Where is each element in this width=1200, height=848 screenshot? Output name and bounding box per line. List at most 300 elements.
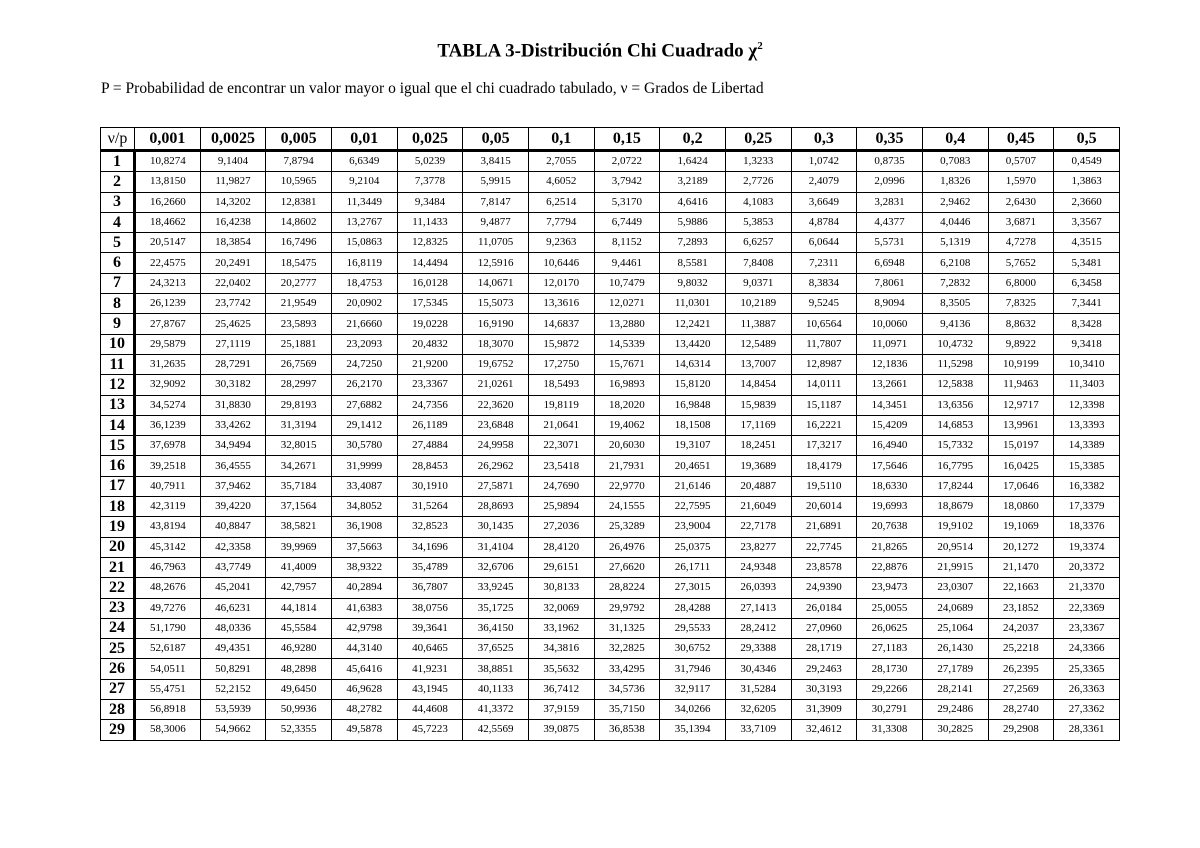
table-cell: 29,2266 (857, 679, 923, 699)
row-header-v: 29 (101, 720, 135, 740)
table-cell: 27,4884 (397, 436, 463, 456)
table-cell: 35,4789 (397, 557, 463, 577)
table-cell: 28,2740 (988, 700, 1054, 720)
table-cell: 21,9915 (922, 557, 988, 577)
table-cell: 44,4608 (397, 700, 463, 720)
table-cell: 16,2660 (135, 192, 201, 212)
table-cell: 11,1433 (397, 212, 463, 232)
table-cell: 31,7946 (660, 659, 726, 679)
table-cell: 0,5707 (988, 151, 1054, 172)
table-cell: 55,4751 (135, 679, 201, 699)
table-cell: 4,6416 (660, 192, 726, 212)
table-cell: 18,6330 (857, 476, 923, 496)
table-cell: 5,0239 (397, 151, 463, 172)
table-cell: 22,1663 (988, 578, 1054, 598)
table-cell: 48,2676 (135, 578, 201, 598)
table-cell: 14,8454 (725, 375, 791, 395)
table-cell: 34,5274 (135, 395, 201, 415)
table-cell: 36,4555 (200, 456, 266, 476)
row-header-v: 8 (101, 294, 135, 314)
table-cell: 28,3361 (1054, 720, 1120, 740)
table-cell: 37,1564 (266, 497, 332, 517)
table-cell: 36,4150 (463, 618, 529, 638)
table-cell: 19,3374 (1054, 537, 1120, 557)
table-cell: 36,1908 (331, 517, 397, 537)
column-header-p: 0,45 (988, 128, 1054, 151)
table-cell: 23,2093 (331, 334, 397, 354)
table-cell: 26,0184 (791, 598, 857, 618)
table-cell: 18,5475 (266, 253, 332, 273)
row-header-v: 10 (101, 334, 135, 354)
table-cell: 24,3213 (135, 273, 201, 293)
table-cell: 10,3410 (1054, 354, 1120, 374)
table-cell: 21,3370 (1054, 578, 1120, 598)
table-cell: 58,3006 (135, 720, 201, 740)
table-cell: 8,9094 (857, 294, 923, 314)
table-cell: 5,9886 (660, 212, 726, 232)
table-row (101, 253, 1120, 273)
table-cell: 23,3367 (397, 375, 463, 395)
table-cell: 15,1187 (791, 395, 857, 415)
table-cell: 19,6752 (463, 354, 529, 374)
table-cell: 26,1711 (660, 557, 726, 577)
table-cell: 32,4612 (791, 720, 857, 740)
table-cell: 8,8632 (988, 314, 1054, 334)
table-cell: 12,0271 (594, 294, 660, 314)
table-cell: 32,9117 (660, 679, 726, 699)
table-cell: 5,9915 (463, 172, 529, 192)
table-cell: 40,1133 (463, 679, 529, 699)
table-cell: 10,6446 (528, 253, 594, 273)
table-cell: 20,0902 (331, 294, 397, 314)
table-cell: 26,4976 (594, 537, 660, 557)
row-header-v: 11 (101, 354, 135, 374)
table-row (101, 172, 1120, 192)
table-cell: 41,9231 (397, 659, 463, 679)
table-cell: 49,6450 (266, 679, 332, 699)
table-cell: 18,3854 (200, 233, 266, 253)
column-header-p: 0,25 (725, 128, 791, 151)
table-cell: 12,1836 (857, 354, 923, 374)
table-cell: 18,3070 (463, 334, 529, 354)
table-cell: 29,5879 (135, 334, 201, 354)
table-cell: 26,2962 (463, 456, 529, 476)
table-row (101, 314, 1120, 334)
table-cell: 4,0446 (922, 212, 988, 232)
table-cell: 34,8052 (331, 497, 397, 517)
table-cell: 18,3376 (1054, 517, 1120, 537)
table-cell: 34,5736 (594, 679, 660, 699)
table-cell: 17,3217 (791, 436, 857, 456)
table-cell: 28,1719 (791, 639, 857, 659)
table-cell: 29,6151 (528, 557, 594, 577)
table-header (101, 128, 1120, 151)
table-cell: 9,2363 (528, 233, 594, 253)
table-cell: 6,2514 (528, 192, 594, 212)
table-cell: 9,4877 (463, 212, 529, 232)
table-cell: 11,0705 (463, 233, 529, 253)
table-cell: 29,8193 (266, 395, 332, 415)
table-cell: 25,0055 (857, 598, 923, 618)
table-cell: 7,7794 (528, 212, 594, 232)
table-cell: 31,3909 (791, 700, 857, 720)
table-cell: 21,6146 (660, 476, 726, 496)
table-cell: 22,3071 (528, 436, 594, 456)
table-cell: 20,4832 (397, 334, 463, 354)
table-cell: 52,2152 (200, 679, 266, 699)
table-cell: 30,8133 (528, 578, 594, 598)
table-cell: 31,5264 (397, 497, 463, 517)
table-cell: 50,9936 (266, 700, 332, 720)
table-cell: 23,9473 (857, 578, 923, 598)
table-cell: 36,7807 (397, 578, 463, 598)
table-row (101, 415, 1120, 435)
table-cell: 30,2825 (922, 720, 988, 740)
table-cell: 22,7595 (660, 497, 726, 517)
table-cell: 31,3308 (857, 720, 923, 740)
table-cell: 7,3441 (1054, 294, 1120, 314)
table-cell: 7,8147 (463, 192, 529, 212)
table-cell: 21,0641 (528, 415, 594, 435)
row-header-v: 5 (101, 233, 135, 253)
table-cell: 4,3515 (1054, 233, 1120, 253)
table-cell: 13,3616 (528, 294, 594, 314)
table-cell: 18,4179 (791, 456, 857, 476)
table-cell: 13,6356 (922, 395, 988, 415)
table-cell: 4,4377 (857, 212, 923, 232)
table-cell: 9,0371 (725, 273, 791, 293)
table-row (101, 375, 1120, 395)
table-cell: 4,7278 (988, 233, 1054, 253)
column-header-p: 0,2 (660, 128, 726, 151)
table-cell: 24,1555 (594, 497, 660, 517)
table-cell: 13,7007 (725, 354, 791, 374)
table-cell: 32,9092 (135, 375, 201, 395)
table-cell: 0,8735 (857, 151, 923, 172)
table-cell: 25,9894 (528, 497, 594, 517)
table-cell: 16,4940 (857, 436, 923, 456)
table-cell: 12,0170 (528, 273, 594, 293)
table-cell: 49,5878 (331, 720, 397, 740)
table-cell: 27,0960 (791, 618, 857, 638)
table-cell: 21,9200 (397, 354, 463, 374)
table-cell: 32,6205 (725, 700, 791, 720)
table-cell: 41,3372 (463, 700, 529, 720)
table-cell: 9,2104 (331, 172, 397, 192)
row-header-v: 15 (101, 436, 135, 456)
table-cell: 26,3363 (1054, 679, 1120, 699)
table-cell: 5,3481 (1054, 253, 1120, 273)
table-cell: 25,3289 (594, 517, 660, 537)
table-cell: 28,2141 (922, 679, 988, 699)
table-cell: 24,9958 (463, 436, 529, 456)
table-cell: 33,4295 (594, 659, 660, 679)
table-cell: 43,8194 (135, 517, 201, 537)
table-cell: 10,8274 (135, 151, 201, 172)
table-cell: 9,8032 (660, 273, 726, 293)
table-cell: 12,9717 (988, 395, 1054, 415)
table-cell: 9,4136 (922, 314, 988, 334)
table-cell: 31,3194 (266, 415, 332, 435)
table-cell: 20,7638 (857, 517, 923, 537)
table-cell: 7,8794 (266, 151, 332, 172)
table-cell: 1,5970 (988, 172, 1054, 192)
table-cell: 27,1183 (857, 639, 923, 659)
table-cell: 12,8381 (266, 192, 332, 212)
table-cell: 25,2218 (988, 639, 1054, 659)
table-cell: 9,5245 (791, 294, 857, 314)
table-cell: 3,6871 (988, 212, 1054, 232)
table-cell: 31,2635 (135, 354, 201, 374)
table-cell: 19,0228 (397, 314, 463, 334)
table-cell: 38,9322 (331, 557, 397, 577)
table-cell: 30,3193 (791, 679, 857, 699)
table-cell: 24,0689 (922, 598, 988, 618)
title-superscript: 2 (757, 40, 763, 52)
table-cell: 49,7276 (135, 598, 201, 618)
row-header-v: 25 (101, 639, 135, 659)
table-cell: 27,3362 (1054, 700, 1120, 720)
table-cell: 39,3641 (397, 618, 463, 638)
table-cell: 11,9827 (200, 172, 266, 192)
table-row (101, 273, 1120, 293)
table-cell: 21,9549 (266, 294, 332, 314)
table-cell: 32,8523 (397, 517, 463, 537)
table-cell: 8,3428 (1054, 314, 1120, 334)
table-cell: 30,2791 (857, 700, 923, 720)
table-cell: 22,7745 (791, 537, 857, 557)
table-cell: 5,3853 (725, 212, 791, 232)
table-cell: 23,5418 (528, 456, 594, 476)
table-cell: 6,3458 (1054, 273, 1120, 293)
table-cell: 8,3834 (791, 273, 857, 293)
table-cell: 13,3393 (1054, 415, 1120, 435)
table-cell: 22,4575 (135, 253, 201, 273)
table-cell: 52,6187 (135, 639, 201, 659)
table-cell: 9,1404 (200, 151, 266, 172)
table-cell: 14,6853 (922, 415, 988, 435)
table-cell: 27,6882 (331, 395, 397, 415)
table-cell: 44,3140 (331, 639, 397, 659)
table-cell: 19,3689 (725, 456, 791, 476)
table-cell: 17,0646 (988, 476, 1054, 496)
table-row (101, 557, 1120, 577)
table-cell: 45,7223 (397, 720, 463, 740)
table-cell: 11,7807 (791, 334, 857, 354)
column-header-p: 0,15 (594, 128, 660, 151)
table-cell: 12,5489 (725, 334, 791, 354)
table-cell: 12,5916 (463, 253, 529, 273)
table-cell: 25,4625 (200, 314, 266, 334)
table-cell: 6,6948 (857, 253, 923, 273)
table-cell: 35,1725 (463, 598, 529, 618)
table-cell: 12,3398 (1054, 395, 1120, 415)
table-cell: 36,1239 (135, 415, 201, 435)
table-cell: 30,1910 (397, 476, 463, 496)
table-cell: 29,5533 (660, 618, 726, 638)
table-cell: 8,1152 (594, 233, 660, 253)
table-cell: 37,6525 (463, 639, 529, 659)
table-cell: 41,4009 (266, 557, 332, 577)
table-cell: 19,1069 (988, 517, 1054, 537)
table-cell: 2,0996 (857, 172, 923, 192)
row-header-v: 13 (101, 395, 135, 415)
table-cell: 15,7671 (594, 354, 660, 374)
table-cell: 10,6564 (791, 314, 857, 334)
column-header-p: 0,5 (1054, 128, 1120, 151)
table-cell: 23,9004 (660, 517, 726, 537)
table-cell: 3,7942 (594, 172, 660, 192)
table-cell: 30,6752 (660, 639, 726, 659)
table-cell: 20,2777 (266, 273, 332, 293)
table-cell: 38,5821 (266, 517, 332, 537)
table-cell: 15,3385 (1054, 456, 1120, 476)
table-row (101, 294, 1120, 314)
row-header-v: 18 (101, 497, 135, 517)
table-cell: 39,4220 (200, 497, 266, 517)
table-row (101, 334, 1120, 354)
table-cell: 1,3233 (725, 151, 791, 172)
table-cell: 17,5345 (397, 294, 463, 314)
table-cell: 33,7109 (725, 720, 791, 740)
table-cell: 3,2189 (660, 172, 726, 192)
row-header-v: 2 (101, 172, 135, 192)
table-cell: 10,0060 (857, 314, 923, 334)
table-cell: 37,9462 (200, 476, 266, 496)
table-cell: 12,2421 (660, 314, 726, 334)
table-cell: 36,8538 (594, 720, 660, 740)
table-row (101, 517, 1120, 537)
column-header-p: 0,025 (397, 128, 463, 151)
table-cell: 9,4461 (594, 253, 660, 273)
table-row (101, 192, 1120, 212)
table-cell: 31,9999 (331, 456, 397, 476)
row-header-v: 3 (101, 192, 135, 212)
table-row (101, 395, 1120, 415)
table-cell: 14,4494 (397, 253, 463, 273)
table-cell: 39,2518 (135, 456, 201, 476)
table-cell: 10,2189 (725, 294, 791, 314)
table-cell: 21,7931 (594, 456, 660, 476)
table-cell: 13,9961 (988, 415, 1054, 435)
table-cell: 26,1430 (922, 639, 988, 659)
table-cell: 2,9462 (922, 192, 988, 212)
table-cell: 15,5073 (463, 294, 529, 314)
table-cell: 20,5147 (135, 233, 201, 253)
table-cell: 14,0671 (463, 273, 529, 293)
row-header-v: 6 (101, 253, 135, 273)
table-cell: 1,8326 (922, 172, 988, 192)
table-cell: 37,6978 (135, 436, 201, 456)
table-cell: 32,6706 (463, 557, 529, 577)
table-cell: 18,4753 (331, 273, 397, 293)
title-text: TABLA 3-Distribución Chi Cuadrado χ (437, 40, 758, 62)
table-row (101, 639, 1120, 659)
table-cell: 45,2041 (200, 578, 266, 598)
table-cell: 6,0644 (791, 233, 857, 253)
table-cell: 28,8693 (463, 497, 529, 517)
table-cell: 25,0375 (660, 537, 726, 557)
table-cell: 30,3182 (200, 375, 266, 395)
table-cell: 28,8453 (397, 456, 463, 476)
table-cell: 7,8061 (857, 273, 923, 293)
column-header-p: 0,001 (135, 128, 201, 151)
table-cell: 27,1119 (200, 334, 266, 354)
table-cell: 39,0875 (528, 720, 594, 740)
table-row (101, 354, 1120, 374)
row-header-v: 9 (101, 314, 135, 334)
table-cell: 18,5493 (528, 375, 594, 395)
row-header-v: 26 (101, 659, 135, 679)
table-cell: 11,5298 (922, 354, 988, 374)
table-cell: 19,4062 (594, 415, 660, 435)
table-cell: 17,3379 (1054, 497, 1120, 517)
table-cell: 54,9662 (200, 720, 266, 740)
table-row (101, 618, 1120, 638)
table-cell: 54,0511 (135, 659, 201, 679)
table-cell: 46,7963 (135, 557, 201, 577)
table-cell: 18,2020 (594, 395, 660, 415)
table-cell: 20,4887 (725, 476, 791, 496)
table-cell: 52,3355 (266, 720, 332, 740)
table-cell: 23,0307 (922, 578, 988, 598)
table-cell: 27,2036 (528, 517, 594, 537)
table-cell: 31,1325 (594, 618, 660, 638)
table-cell: 15,9839 (725, 395, 791, 415)
table-cell: 6,6257 (725, 233, 791, 253)
table-cell: 53,5939 (200, 700, 266, 720)
column-header-p: 0,35 (857, 128, 923, 151)
table-cell: 28,8224 (594, 578, 660, 598)
table-cell: 24,2037 (988, 618, 1054, 638)
row-header-v: 21 (101, 557, 135, 577)
row-header-v: 4 (101, 212, 135, 232)
column-header-p: 0,0025 (200, 128, 266, 151)
table-cell: 42,7957 (266, 578, 332, 598)
table-cell: 22,3620 (463, 395, 529, 415)
table-cell: 32,8015 (266, 436, 332, 456)
table-cell: 20,6014 (791, 497, 857, 517)
table-cell: 26,1239 (135, 294, 201, 314)
row-header-v: 24 (101, 618, 135, 638)
column-header-p: 0,1 (528, 128, 594, 151)
table-cell: 3,8415 (463, 151, 529, 172)
table-cell: 18,2451 (725, 436, 791, 456)
table-cell: 13,4420 (660, 334, 726, 354)
table-cell: 28,2412 (725, 618, 791, 638)
table-cell: 43,7749 (200, 557, 266, 577)
table-cell: 22,7178 (725, 517, 791, 537)
table-cell: 35,1394 (660, 720, 726, 740)
table-cell: 40,7911 (135, 476, 201, 496)
table-cell: 16,0128 (397, 273, 463, 293)
table-cell: 49,4351 (200, 639, 266, 659)
table-cell: 27,2569 (988, 679, 1054, 699)
table-row (101, 598, 1120, 618)
row-header-v: 14 (101, 415, 135, 435)
table-cell: 15,8120 (660, 375, 726, 395)
table-cell: 28,2997 (266, 375, 332, 395)
table-cell: 33,1962 (528, 618, 594, 638)
table-cell: 38,8851 (463, 659, 529, 679)
table-cell: 19,9102 (922, 517, 988, 537)
table-cell: 2,3660 (1054, 192, 1120, 212)
row-header-v: 28 (101, 700, 135, 720)
table-cell: 33,9245 (463, 578, 529, 598)
table-cell: 14,3202 (200, 192, 266, 212)
table-cell: 22,3369 (1054, 598, 1120, 618)
table-cell: 21,0261 (463, 375, 529, 395)
